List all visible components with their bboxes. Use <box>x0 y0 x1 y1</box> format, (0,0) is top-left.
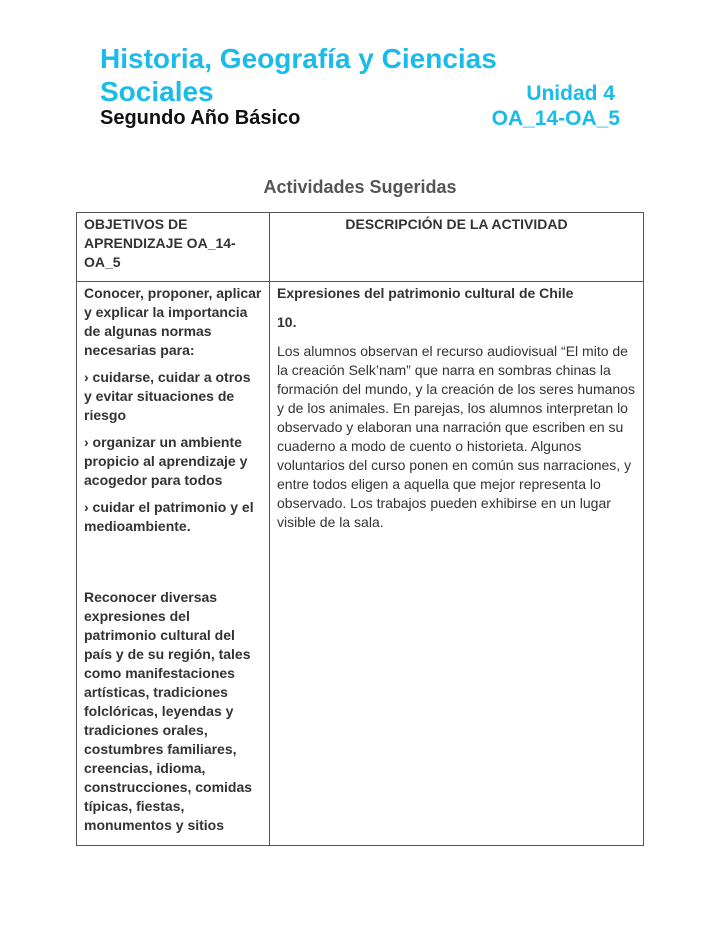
objective-item: Conocer, proponer, aplicar y explicar la importancia de algunas normas necesarias para: <box>84 285 262 358</box>
section-title: Actividades Sugeridas <box>263 177 457 197</box>
table-header-row <box>77 213 644 282</box>
objective-item: › cuidarse, cuidar a otros y evitar situaciones de riesgo <box>84 369 251 423</box>
activity-number: 10. <box>277 314 297 330</box>
objective-item: › cuidar el patrimonio y el medioambiente. <box>84 499 254 534</box>
title-line-2: Sociales <box>100 76 214 107</box>
table-row <box>77 282 644 846</box>
activity-title: Expresiones del patrimonio cultural de Chile <box>277 285 574 301</box>
oa-code: OA_14-OA_5 <box>491 107 620 130</box>
objective-item: Reconocer diversas expresiones del patrimonio cultural del país y de su región, tales como manifestaciones artísticas, tradiciones folclóricas, leyendas y tradiciones orales, costumbres familiares, creencias, idioma, construcciones, comidas típicas, fiestas, monumentos y sitios <box>84 589 253 833</box>
objectives-cell <box>77 282 270 846</box>
title-line-1: Historia, Geografía y Ciencias <box>100 43 497 74</box>
unit-label: Unidad 4 <box>526 82 615 105</box>
subject-title <box>100 42 497 108</box>
description-header: DESCRIPCIÓN DE LA ACTIVIDAD <box>270 213 644 282</box>
activities-table <box>76 212 644 846</box>
activity-text: Los alumnos observan el recurso audiovisual “El mito de la creación Selk’nam” que narra en sombras chinas la formación del mundo, y la creación de los seres humanos y de los animales. En parejas, los alumnos interpretan lo observado y elaboran una narración que escriben en su cuaderno a modo de cuento o historieta. Algunos voluntarios del curso ponen en común sus narraciones, y entre todos eligen a aquella que mejor representa lo observado. Los trabajos pueden exhibirse en un lugar visible de la sala. <box>277 343 635 530</box>
description-cell <box>270 282 644 846</box>
objectives-header: OBJETIVOS DE APRENDIZAJE OA_14-OA_5 <box>77 213 270 282</box>
objective-item: › organizar un ambiente propicio al aprendizaje y acogedor para todos <box>84 434 248 488</box>
grade-label: Segundo Año Básico <box>100 107 301 129</box>
